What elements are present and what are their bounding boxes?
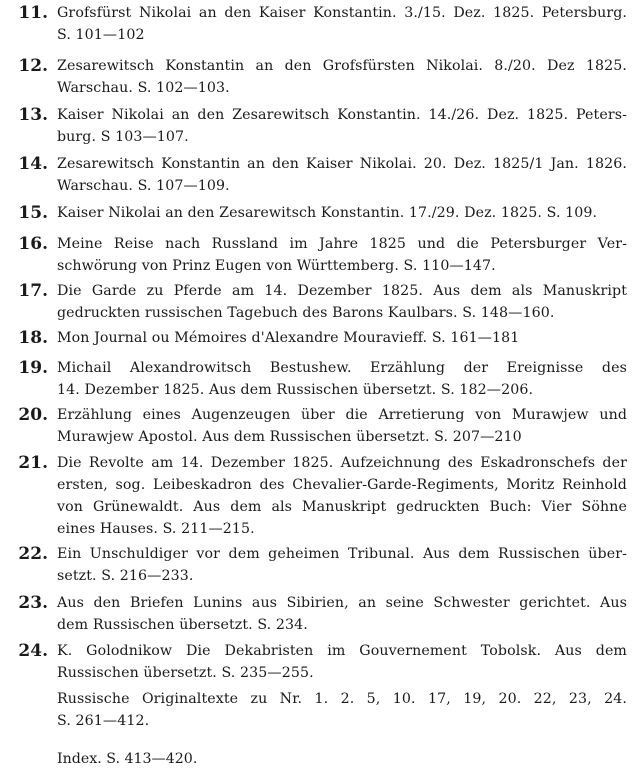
entry-number: 13. bbox=[18, 105, 48, 125]
entry-text bbox=[57, 55, 627, 99]
entry-line: eines Hauses. S. 211—215. bbox=[57, 521, 255, 537]
originaltexte-line: S. 261—412. bbox=[57, 713, 150, 729]
index-reference: Index. S. 413—420. bbox=[57, 751, 198, 767]
entry-line: Ein Unschuldiger vor dem geheimen Tribunal. Aus dem Russischen über- bbox=[57, 546, 627, 562]
entry-line: Aus den Briefen Lunins aus Sibirien, an seine Schwester gerichtet. Aus bbox=[57, 595, 627, 611]
entry-line: Zesarewitsch Konstantin an den Kaiser Nikolai. 20. Dez. 1825/1 Jan. 1826. bbox=[57, 156, 627, 172]
originaltexte-line: Russische Originaltexte zu Nr. 1. 2. 5, 10. 17, 19, 20. 22, 23, 24. bbox=[57, 691, 627, 707]
entry-text bbox=[57, 543, 627, 587]
entry-number: 22. bbox=[18, 544, 48, 564]
entry-line: setzt. S. 216—233. bbox=[57, 568, 194, 584]
entry-number: 17. bbox=[18, 281, 48, 301]
entry-number: 12. bbox=[18, 56, 48, 76]
entry-line: ersten, sog. Leibeskadron des Chevalier-Garde-Regiments, Moritz Reinhold bbox=[57, 477, 627, 493]
entry-line: Erzählung eines Augenzeugen über die Arretierung von Murawjew und bbox=[57, 407, 627, 423]
entry-line: Die Revolte am 14. Dezember 1825. Aufzeichnung des Eskadronschefs der bbox=[57, 455, 627, 471]
entry-line: gedruckten russischen Tagebuch des Barons Kaulbars. S. 148—160. bbox=[57, 305, 555, 321]
entry-text bbox=[57, 202, 627, 224]
entry-number: 16. bbox=[18, 234, 48, 254]
entry-text bbox=[57, 327, 627, 349]
entry-line: Kaiser Nikolai an den Zesarewitsch Konstantin. 14./26. Dez. 1825. Peters- bbox=[57, 107, 627, 123]
entry-line: Kaiser Nikolai an den Zesarewitsch Konstantin. 17./29. Dez. 1825. S. 109. bbox=[57, 205, 598, 221]
entry-line: Murawjew Apostol. Aus dem Russischen übersetzt. S. 207—210 bbox=[57, 429, 522, 445]
entry-number: 18. bbox=[18, 328, 48, 348]
entry-line: Meine Reise nach Russland im Jahre 1825 und die Petersburger Ver- bbox=[57, 236, 627, 252]
entry-number: 21. bbox=[18, 453, 48, 473]
entry-line: Grofsfürst Nikolai an den Kaiser Konstantin. 3./15. Dez. 1825. Petersburg. bbox=[57, 5, 627, 21]
entry-text bbox=[57, 280, 627, 324]
entry-number: 19. bbox=[18, 358, 48, 378]
entry-line: 14. Dezember 1825. Aus dem Russischen übersetzt. S. 182—206. bbox=[57, 382, 534, 398]
entry-line: Die Garde zu Pferde am 14. Dezember 1825. Aus dem als Manuskript bbox=[57, 283, 627, 299]
entry-number: 20. bbox=[18, 405, 48, 425]
entry-line: von Grünewaldt. Aus dem als Manuskript gedruckten Buch: Vier Söhne bbox=[57, 499, 627, 515]
entry-text bbox=[57, 452, 627, 540]
entry-number: 15. bbox=[18, 203, 48, 223]
entry-line: Mon Journal ou Mémoires d'Alexandre Mouravieff. S. 161—181 bbox=[57, 330, 520, 346]
entry-line: burg. S 103—107. bbox=[57, 129, 189, 145]
entry-line: schwörung von Prinz Eugen von Württemberg. S. 110—147. bbox=[57, 258, 496, 274]
entry-text bbox=[57, 640, 627, 684]
entry-line: Warschau. S. 102—103. bbox=[57, 80, 230, 96]
entry-text bbox=[57, 357, 627, 401]
entry-text bbox=[57, 404, 627, 448]
entry-number: 24. bbox=[18, 641, 48, 661]
entry-number: 23. bbox=[18, 593, 48, 613]
entry-text bbox=[57, 592, 627, 636]
originaltexte-note bbox=[57, 688, 627, 732]
entry-text bbox=[57, 2, 627, 46]
entry-line: S. 101—102 bbox=[57, 27, 145, 43]
entry-text bbox=[57, 104, 627, 148]
entry-number: 14. bbox=[18, 154, 48, 174]
entry-line: dem Russischen übersetzt. S. 234. bbox=[57, 617, 308, 633]
entry-line: Zesarewitsch Konstantin an den Grofsfürsten Nikolai. 8./20. Dez 1825. bbox=[57, 58, 627, 74]
entry-text bbox=[57, 233, 627, 277]
entry-line: Michail Alexandrowitsch Bestushew. Erzählung der Ereignisse des bbox=[57, 360, 627, 376]
entry-text bbox=[57, 153, 627, 197]
entry-line: Russischen übersetzt. S. 235—255. bbox=[57, 665, 314, 681]
entry-line: Warschau. S. 107—109. bbox=[57, 178, 230, 194]
entry-number: 11. bbox=[18, 3, 48, 23]
entry-line: K. Golodnikow Die Dekabristen im Gouvernement Tobolsk. Aus dem bbox=[57, 643, 627, 659]
